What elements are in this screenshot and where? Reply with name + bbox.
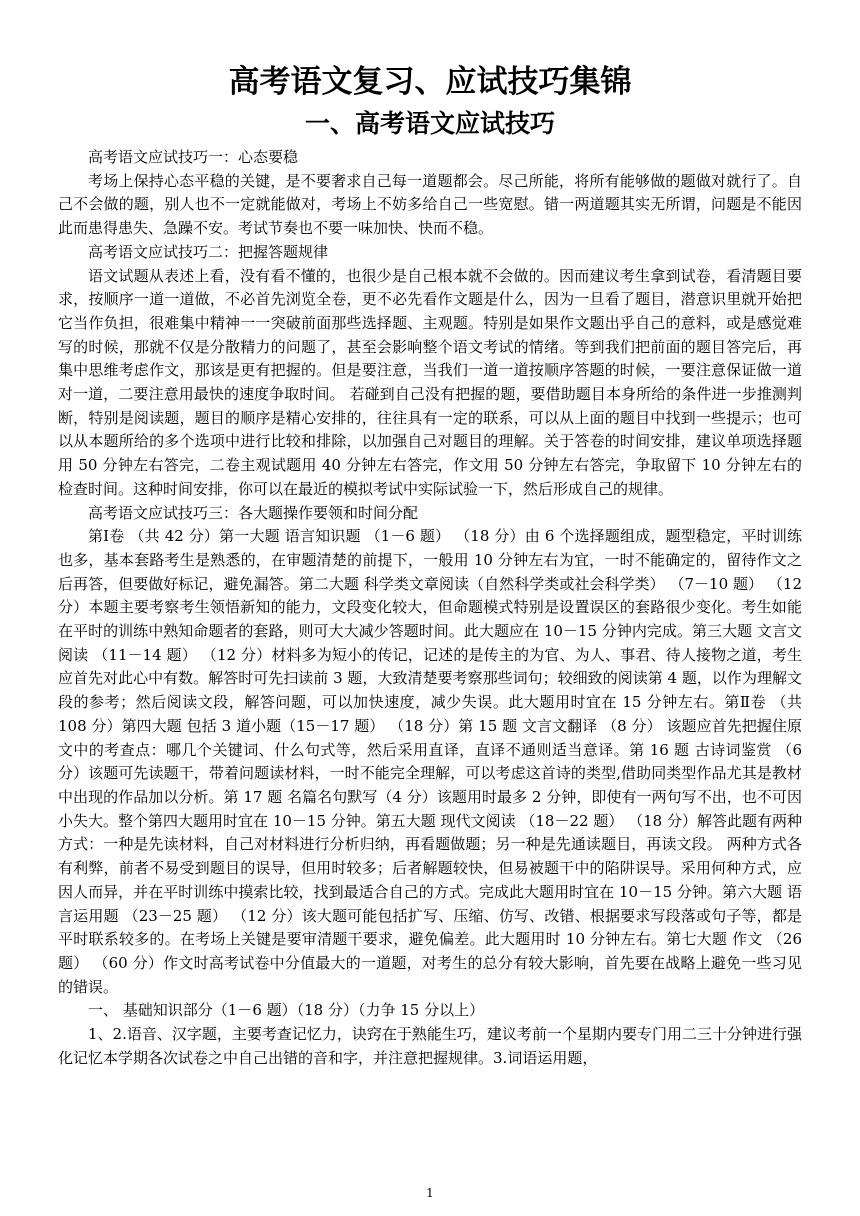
section-title: 一、高考语文应试技巧 [304,109,555,138]
document-page [58,58,802,1070]
document-title: 高考语文复习、应试技巧集锦 [228,64,632,100]
heading-basic-knowledge: 一、 基础知识部分（1－6 题）（18 分）（力争 15 分以上） [88,1001,485,1020]
paragraph-tip-2: 语文试题从表述上看，没有看不懂的，也很少是自己根本就不会做的。因而建议考生拿到试卷，看清题目要求，按顺序一道一道做，不必首先浏览全卷，更不必先看作文题是什么，因为一旦看了题目，潜意识里就开始把它当作负担，很难集中精神一一突破前面那些选择题、主观题。特别是如果作文题出乎自己的意料，或是感觉难写的时候，那就不仅是分散精力的问题了，甚至会影响整个语文考试的情绪。等到我们把前面的题目答完后，再集中思维考虑作文，那该是更有把握的。但是要注意，当我们一道一道按顺序答题的时候，一要注意保证做一道对一道，二要注意用最快的速度争取时间。 若碰到自己没有把握的题，要借助题目本身所给的条件进一步推测判断，特别是阅读题，题目的顺序是精心安排的，往往具有一定的联系，可以从上面的题目中找到一些提示；也可以从本题所给的多个选项中进行比较和排除，以加强自己对题目的理解。关于答卷的时间安排，建议单项选择题用 50 分钟左右答完，二卷主观试题用 40 分钟左右答完，作文用 50 分钟左右答完，争取留下 10 分钟左右的检查时间。这种时间安排，你可以在最近的模拟考试中实际试验一下，然后形成自己的规律。 [58,266,802,498]
heading-tip-3: 高考语文应试技巧三：各大题操作要领和时间分配 [88,503,419,522]
paragraph-tip-1: 考场上保持心态平稳的关键，是不要奢求自己每一道题都会。尽己所能，将所有能够做的题做对就行了。自己不会做的题，别人也不一定就能做对，考场上不妨多给自己一些宽慰。错一两道题其实无所谓，问题是不能因此而患得患失、急躁不安。考试节奏也不要一味加快、快而不稳。 [58,171,802,238]
page-number: 1 [426,1186,434,1200]
heading-tip-2: 高考语文应试技巧二：把握答题规律 [88,242,329,261]
paragraph-basic-knowledge: 1、2.语音、汉字题，主要考查记忆力，诀窍在于熟能生巧，建议考前一个星期内要专门用二三十分钟进行强化记忆本学期各次试卷之中自己出错的音和字，并注意把握规律。3.词语运用题， [58,1025,802,1067]
heading-tip-1: 高考语文应试技巧一：心态要稳 [88,148,299,166]
paragraph-tip-3: 第Ⅰ卷 （共 42 分）第一大题 语言知识题 （1－6 题） （18 分）由 6 个选择题组成，题型稳定，平时训练也多，基本套路考生是熟悉的，在审题清楚的前提下，一般用 10 分钟左右为宜，一时不能确定的，留待作文之后再答，但要做好标记，避免漏答。第二大题 科学类文章阅读（自然科学类或社会科学类） （7－10 题） （12 分）本题主要考察考生领悟新知的能力，文段变化较大，但命题模式特别是设置误区的套路很少变化。考生如能在平时的训练中熟知命题者的套路，则可大大减少答题时间。此大题应在 10－15 分钟内完成。第三大题 文言文阅读 （11－14 题） （12 分）材料多为短小的传记，记述的是传主的为官、为人、事君、待人接物之道，考生应首先对此心中有数。解答时可先扫读前 3 题，大致清楚要考察那些词句；较细致的阅读第 4 题，以作为理解文段的参考；然后阅读文段，解答问题，可以加快速度，减少失误。此大题用时宜在 15 分钟左右。第Ⅱ卷 （共 108 分）第四大题 包括 3 道小题（15－17 题） （18 分）第 15 题 文言文翻译 （8 分） 该题应首先把握住原文中的考查点：哪几个关键词、什么句式等，然后采用直译，直译不通则适当意译。第 16 题 古诗词鉴赏 （6 分）该题可先读题干，带着问题读材料，一时不能完全理解，可以考虑这首诗的类型,借助同类型作品尤其是教材中出现的作品加以分析。第 17 题 名篇名句默写（4 分）该题用时最多 2 分钟，即使有一两句写不出，也不可因小失大。整个第四大题用时宜在 10－15 分钟。第五大题 现代文阅读 （18－22 题） （18 分）解答此题有两种方式：一种是先读材料，自己对材料进行分析归纳，再看题做题；另一种是先通读题目，再读文段。 两种方式各有利弊，前者不易受到题目的误导，但用时较多；后者解题较快，但易被题干中的陷阱误导。采用何种方式，应因人而异，并在平时训练中摸索比较，找到最适合自己的方式。完成此大题用时宜在 10－15 分钟。第六大题 语言运用题 （23－25 题） （12 分）该大题可能包括扩写、压缩、仿写、改错、根据要求写段落或句子等，都是平时联系较多的。在考场上关键是要审清题干要求，避免偏差。此大题用时 10 分钟左右。第七大题 作文 （26 题） （60 分）作文时高考试卷中分值最大的一道题，对考生的总分有较大影响，首先要在战略上避免一些习见的错误。 [58,527,802,996]
